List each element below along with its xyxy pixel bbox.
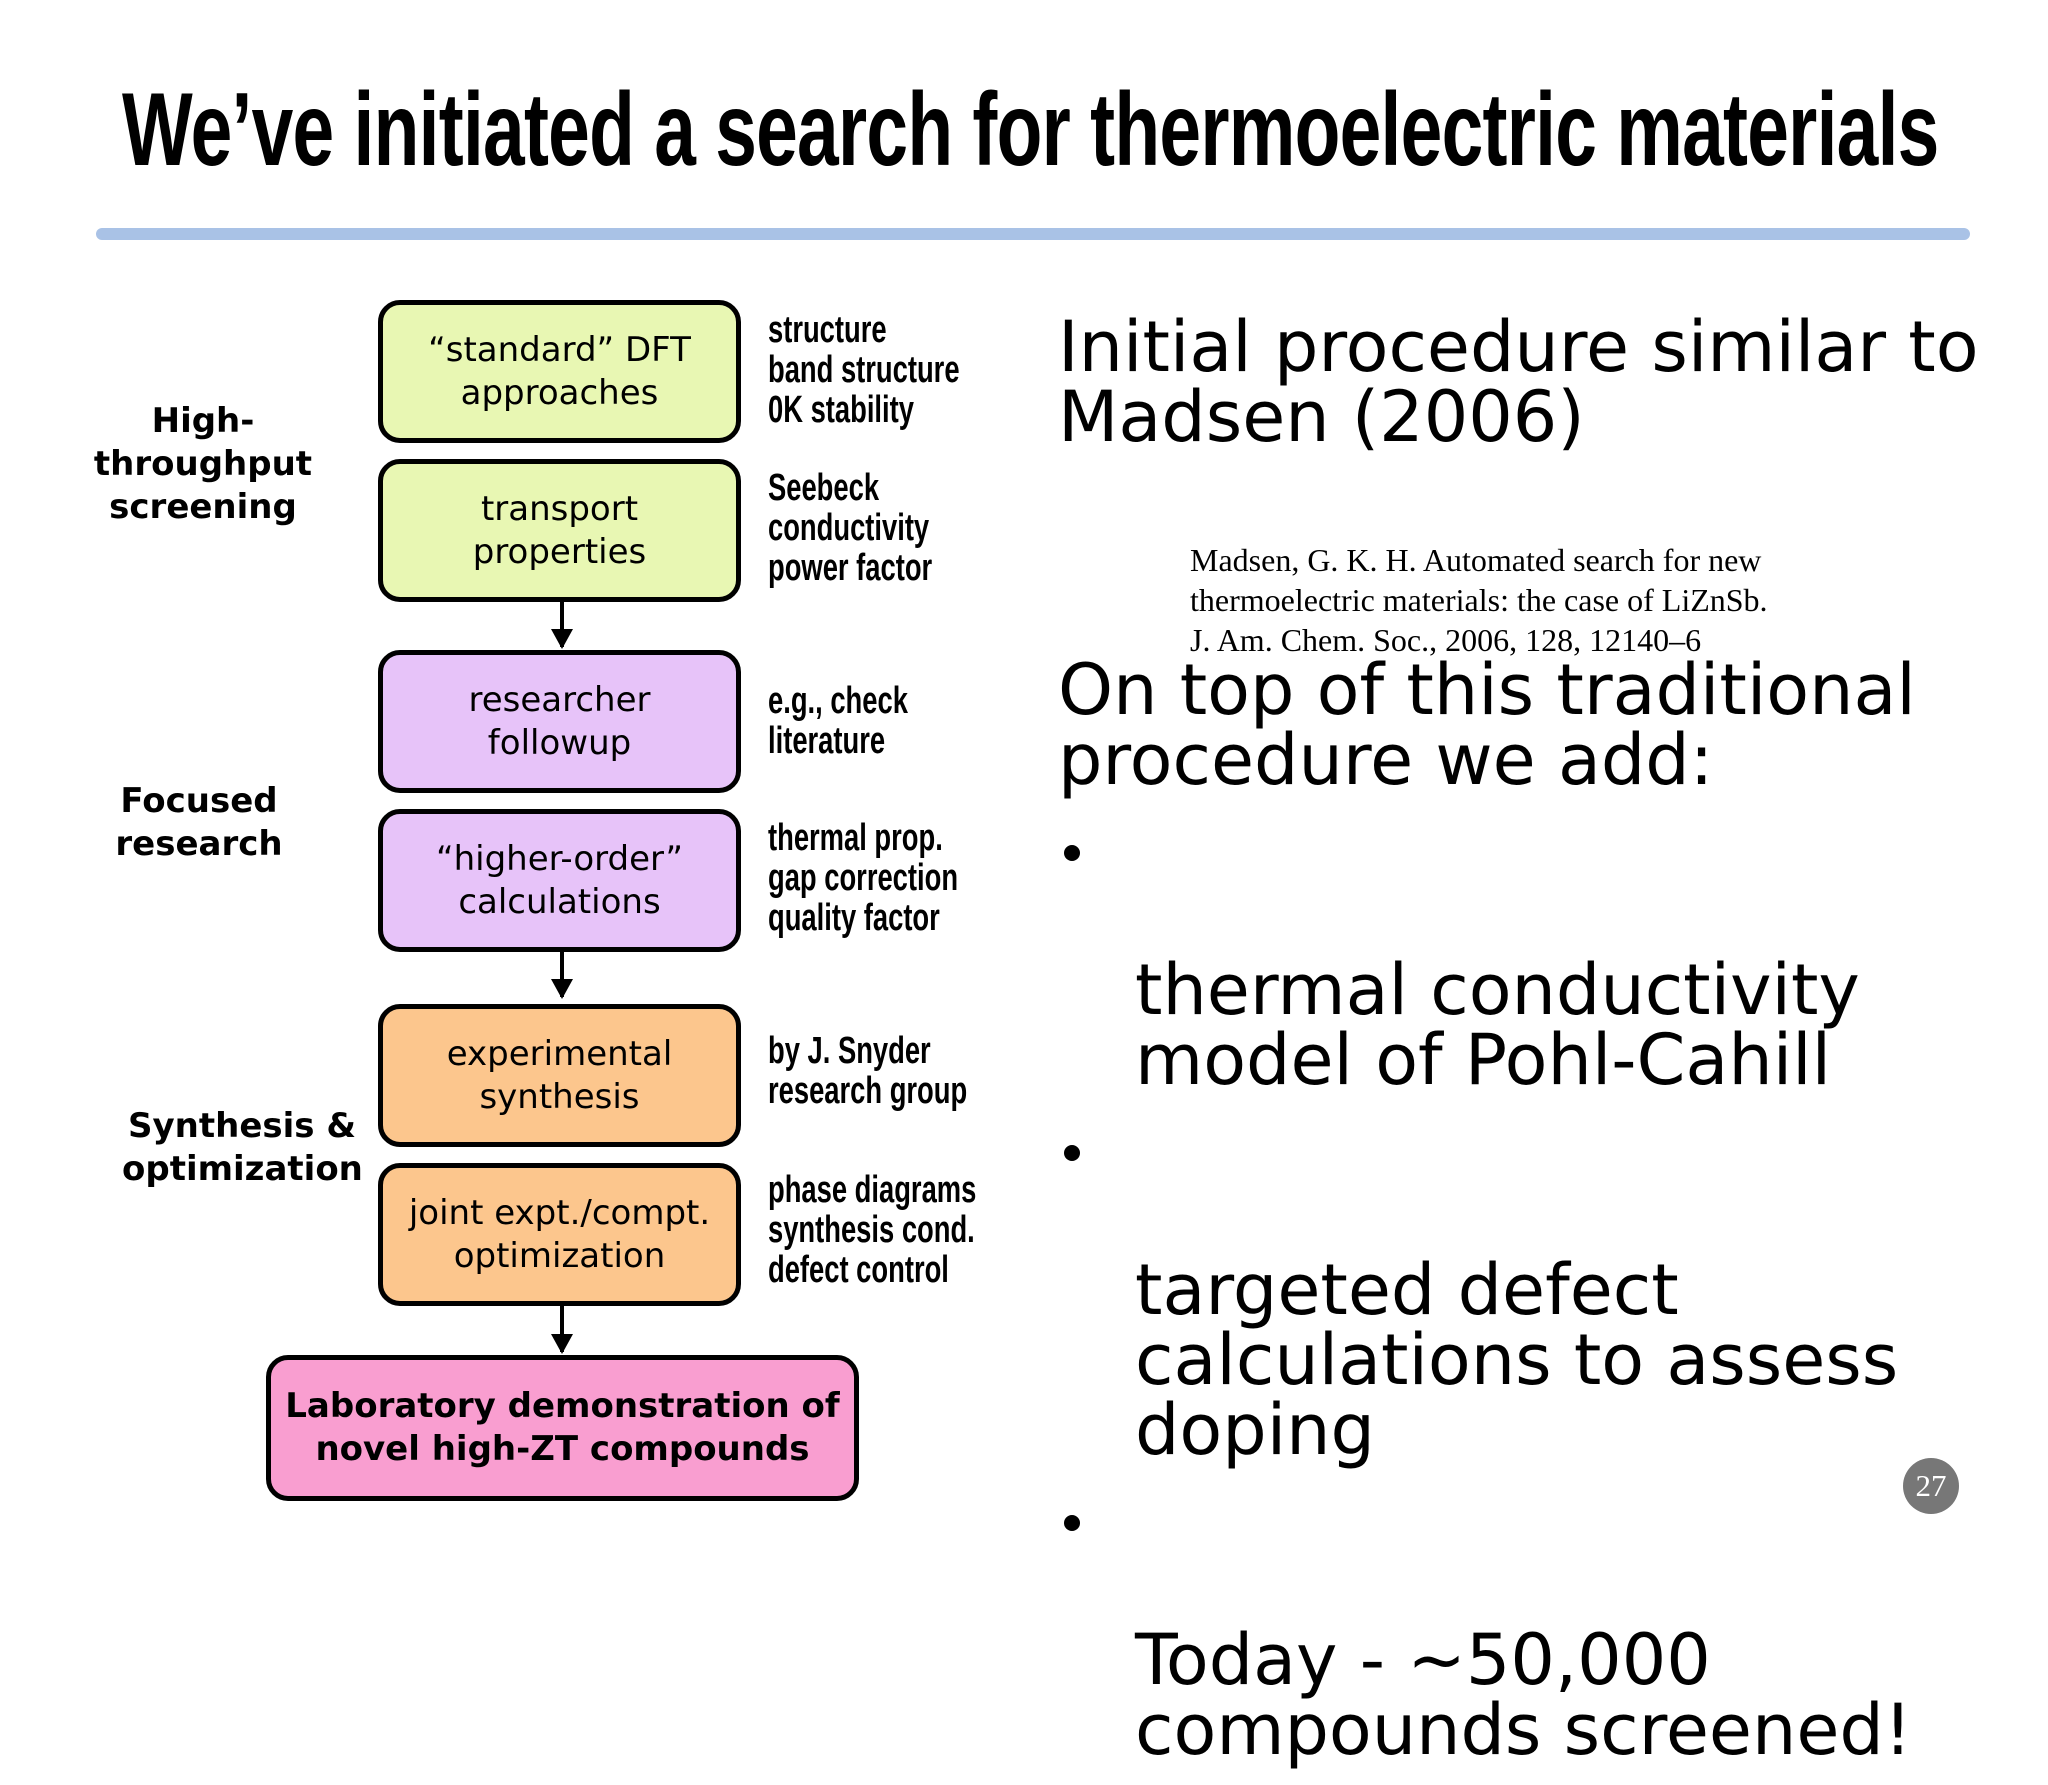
flow-step-transport-properties: transport properties: [378, 459, 741, 602]
flow-step-higher-order-calculations: “higher-order” calculations: [378, 809, 741, 952]
addition-compounds-screened: [1058, 1485, 1998, 1771]
bullet-icon: [1064, 845, 1080, 861]
flow-result-laboratory-demonstration: Laboratory demonstration of novel high-ZT compounds: [266, 1355, 859, 1501]
flow-note-joint-optimization: phase diagrams synthesis cond. defect control: [768, 1169, 977, 1291]
bullet-text: targeted defect calculations to assess doping: [1135, 1249, 1899, 1471]
slide-title: We’ve initiated a search for thermoelectric materials: [122, 72, 1939, 188]
title-divider: [96, 228, 1970, 240]
flow-note-experimental-synthesis: by J. Snyder research group: [768, 1030, 968, 1112]
stage-label-high-throughput-screening: High-throughput screening: [93, 401, 313, 527]
addition-targeted-defects: [1058, 1115, 1998, 1471]
flow-note-higher-order: thermal prop. gap correction quality factor: [768, 817, 959, 939]
page-number-badge: 27: [1903, 1458, 1959, 1514]
flow-arrow-screening-to-followup: [560, 602, 564, 647]
additions-heading: On top of this traditional procedure we add:: [1058, 649, 1916, 801]
madsen-reference: Madsen, G. K. H. Automated search for new thermoelectric materials: the case of LiZnSb. J. Am. Chem. Soc., 2006, 128, 12140–6: [1190, 542, 1768, 658]
procedure-intro: Initial procedure similar to Madsen (2006): [1058, 306, 1979, 458]
bullet-icon: [1064, 1515, 1080, 1531]
flow-arrow-optimization-to-demonstration: [560, 1306, 564, 1352]
stage-label-synthesis-optimization: Synthesis & optimization: [122, 1106, 363, 1189]
stage-label-focused-research: Focused research: [115, 781, 283, 864]
bullet-text: thermal conductivity model of Pohl-Cahill: [1135, 949, 1860, 1101]
flow-step-standard-dft-approaches: “standard” DFT approaches: [378, 300, 741, 443]
flow-note-researcher-followup: e.g., check literature: [768, 680, 908, 762]
flow-step-joint-optimization: joint expt./compt. optimization: [378, 1163, 741, 1306]
flow-note-transport: Seebeck conductivity power factor: [768, 467, 933, 589]
addition-thermal-conductivity: [1058, 815, 1998, 1101]
flow-note-standard-dft: structure band structure 0K stability: [768, 309, 960, 431]
bullet-text: Today - ~50,000 compounds screened!: [1135, 1619, 1912, 1771]
bullet-icon: [1064, 1145, 1080, 1161]
flow-step-experimental-synthesis: experimental synthesis: [378, 1004, 741, 1147]
flow-step-researcher-followup: researcher followup: [378, 650, 741, 793]
additions-list: [1058, 815, 1998, 1785]
flow-arrow-research-to-synthesis: [560, 952, 564, 997]
